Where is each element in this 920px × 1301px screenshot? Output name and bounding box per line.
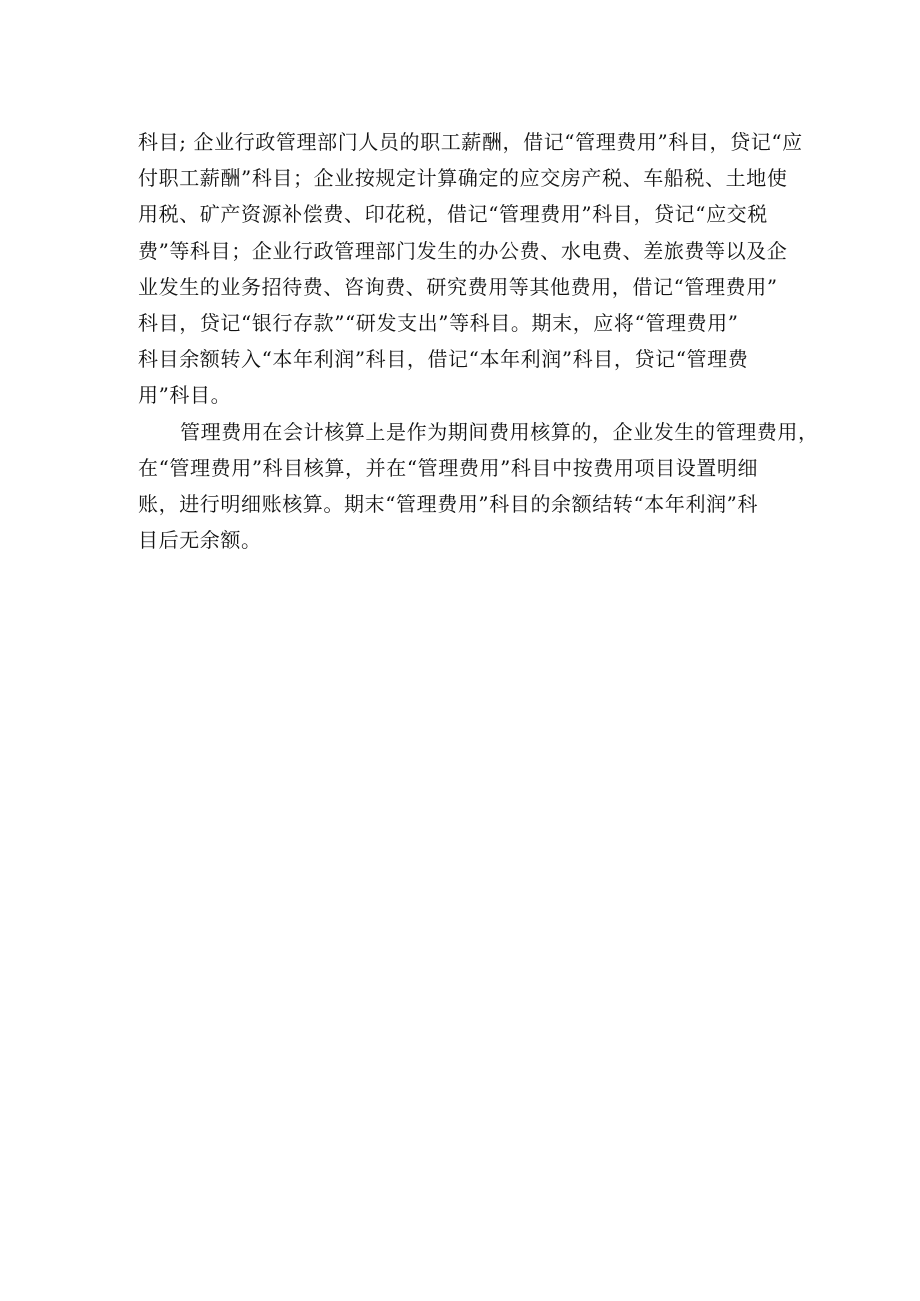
paragraph-line: 付职工薪酬”科目；企业按规定计算确定的应交房产税、车船税、土地使 [138, 166, 788, 191]
paragraph-line: 科目余额转入“本年利润”科目，借记“本年利润”科目，贷记“管理费 [138, 347, 749, 372]
paragraph-line: 管理费用在会计核算上是作为期间费用核算的，企业发生的管理费用， [180, 419, 819, 444]
paragraph-line: 用税、矿产资源补偿费、印花税，借记“管理费用”科目，贷记“应交税 [138, 202, 768, 227]
paragraph-line: 费”等科目；企业行政管理部门发生的办公费、水电费、差旅费等以及企 [138, 238, 788, 263]
paragraph-line: 用”科目。 [138, 383, 232, 408]
document-body [138, 124, 819, 558]
paragraph-line: 科目; 企业行政管理部门人员的职工薪酬，借记“管理费用”科目，贷记“应 [138, 130, 803, 154]
paragraph [138, 124, 803, 414]
paragraph-line: 目后无余额。 [138, 528, 262, 553]
paragraph-line: 业发生的业务招待费、咨询费、研究费用等其他费用，借记“管理费用” [138, 274, 778, 299]
paragraph-line: 科目，贷记“银行存款”“研发支出”等科目。期末，应将“管理费用” [138, 310, 739, 335]
paragraph-line: 账，进行明细账核算。期末“管理费用”科目的余额结转“本年利润”科 [138, 491, 759, 516]
paragraph [138, 414, 819, 559]
paragraph-line: 在“管理费用”科目核算，并在“管理费用”科目中按费用项目设置明细 [138, 455, 759, 480]
